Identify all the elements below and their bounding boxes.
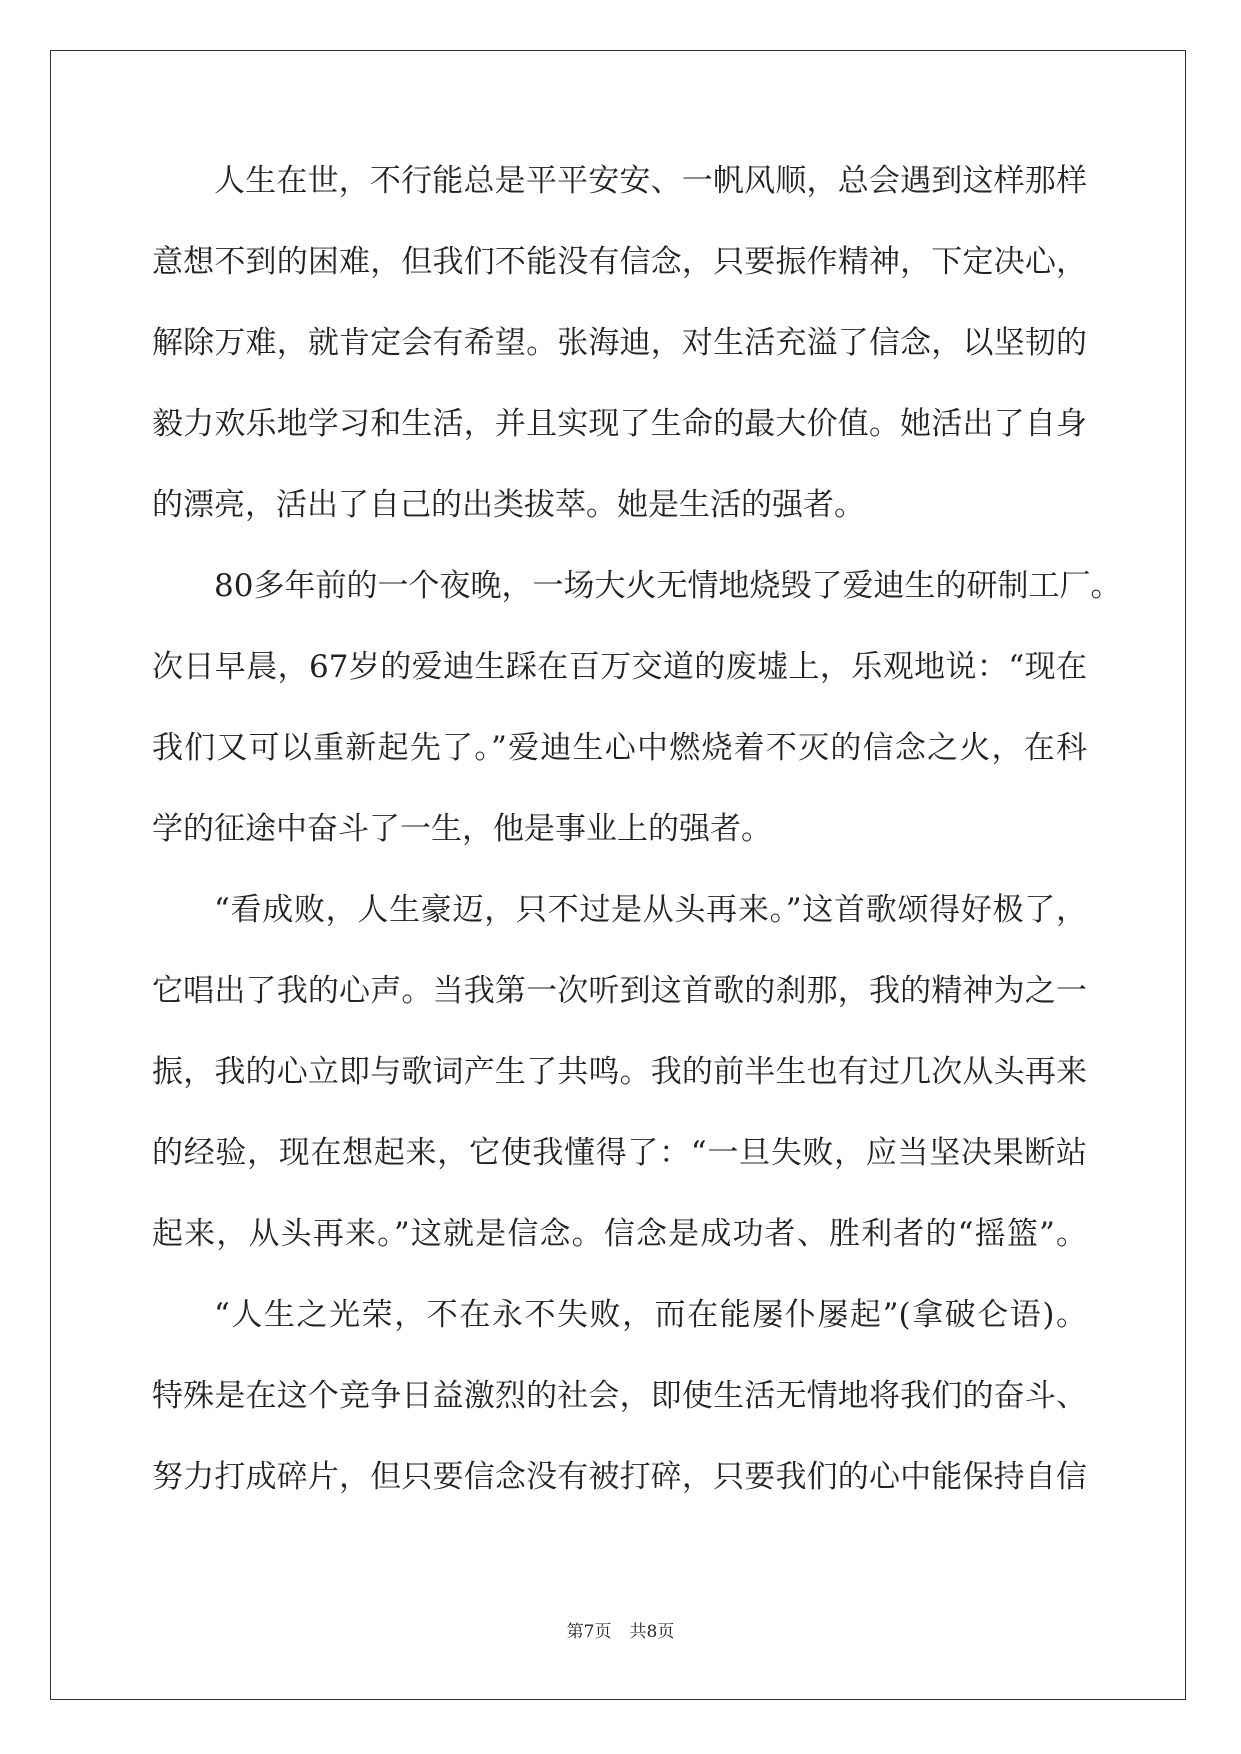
paragraph-line: 我们又可以重新起先了。”爱迪生心中燃烧着不灭的信念之火，在科 bbox=[152, 730, 1087, 766]
page-footer bbox=[0, 1617, 1241, 1642]
paragraph-line: 次日早晨，67岁的爱迪生踩在百万交道的废墟上，乐观地说：“现在 bbox=[152, 649, 1087, 685]
paragraph-line: 振，我的心立即与歌词产生了共鸣。我的前半生也有过几次从头再来 bbox=[152, 1054, 1087, 1090]
paragraph-line: 它唱出了我的心声。当我第一次听到这首歌的刹那，我的精神为之一 bbox=[152, 973, 1087, 1009]
paragraph-line: 学的征途中奋斗了一生，他是事业上的强者。 bbox=[152, 811, 772, 847]
paragraph-line: 人生在世，不行能总是平平安安、一帆风顺，总会遇到这样那样 bbox=[214, 163, 1087, 199]
total-pages: 共8页 bbox=[629, 1622, 675, 1642]
paragraph-line: 努力打成碎片，但只要信念没有被打碎，只要我们的心中能保持自信 bbox=[152, 1459, 1087, 1495]
paragraph-line: 的经验，现在想起来，它使我懂得了：“一旦失败，应当坚决果断站 bbox=[152, 1135, 1087, 1171]
paragraph-line: 起来，从头再来。”这就是信念。信念是成功者、胜利者的“摇篮”。 bbox=[152, 1216, 1087, 1252]
paragraph-line: “人生之光荣，不在永不失败，而在能屡仆屡起”(拿破仑语)。 bbox=[214, 1297, 1087, 1333]
paragraph-line: “看成败，人生豪迈，只不过是从头再来。”这首歌颂得好极了， bbox=[214, 892, 1087, 928]
paragraph-line: 解除万难，就肯定会有希望。张海迪，对生活充溢了信念，以坚韧的 bbox=[152, 325, 1087, 361]
paragraph-line: 特殊是在这个竞争日益激烈的社会，即使生活无情地将我们的奋斗、 bbox=[152, 1378, 1087, 1414]
paragraph-line: 毅力欢乐地学习和生活，并且实现了生命的最大价值。她活出了自身 bbox=[152, 406, 1087, 442]
paragraph-line: 80多年前的一个夜晚，一场大火无情地烧毁了爱迪生的研制工厂。 bbox=[214, 568, 1122, 604]
current-page-number: 第7页 bbox=[566, 1622, 612, 1642]
paragraph-line: 的漂亮，活出了自己的出类拔萃。她是生活的强者。 bbox=[152, 487, 865, 523]
document-body bbox=[152, 158, 1122, 1535]
paragraph-line: 意想不到的困难，但我们不能没有信念，只要振作精神，下定决心， bbox=[152, 244, 1087, 280]
